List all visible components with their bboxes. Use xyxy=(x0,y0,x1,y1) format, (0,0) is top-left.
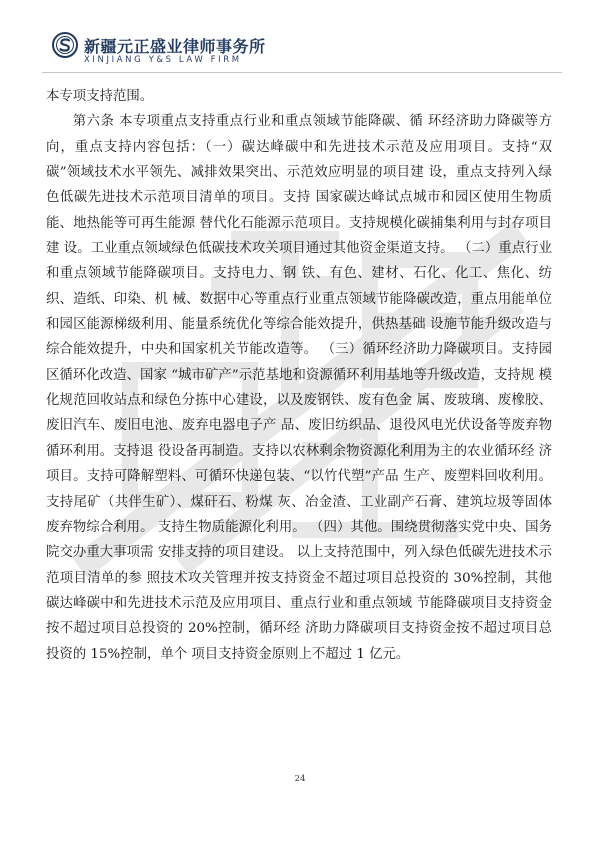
paragraph: 第六条 本专项重点支持重点行业和重点领域节能降碳、循 环经济助力降碳等方向，重点支持内容包括：（一）碳达峰碳中和先进技术示范及应用项目。支持“双 碳”领域技术水平领先、减排效果突出、示范效应明显的项目建 设，重点支持列入绿色低碳先进技术示范项目清单的项目。支持 国家碳达峰试点城市和园区使用生物质能、地热能等可再生能源 替代化石能源示范项目。支持规模化碳捕集利用与封存项目建 设。工业重点领域绿色低碳技术攻关项目通过其他资金渠道支持。 （二）重点行业和重点领域节能降碳项目。支持电力、钢 铁、有色、建材、石化、化工、焦化、纺织、造纸、印染、机 械、数据中心等重点行业重点领域节能降碳改造，重点用能单位 和园区能源梯级利用、能量系统优化等综合能效提升，供热基础 设施节能升级改造与综合能效提升，中央和国家机关节能改造等。 （三）循环经济助力降碳项目。支持园区循环化改造、国家 “城市矿产”示范基地和资源循环利用基地等升级改造，支持规 模化规范回收站点和绿色分拣中心建设，以及废钢铁、废有色金 属、废玻璃、废橡胶、废旧汽车、废旧电池、废弃电器电子产 品、废旧纺织品、退役风电光伏设备等废弃物循环利用。支持退 役设备再制造。支持以农林剩余物资源化利用为主的农业循环经 济项目。支持可降解塑料、可循环快递包装、“以竹代塑”产品 生产、废塑料回收利用。支持尾矿（共伴生矿）、煤矸石、粉煤 灰、冶金渣、工业副产石膏、建筑垃圾等固体废弃物综合利用。 支持生物质能源化利用。 （四）其他。围绕贯彻落实党中央、国务院交办重大事项需 安排支持的项目建设。 以上支持范围中，列入绿色低碳先进技术示范项目清单的参 照技术攻关管理并按支持资金不超过项目总投资的 30%控制，其他碳达峰碳中和先进技术示范及应用项目、重点行业和重点领域 节能降碳项目支持资金按不超过项目总投资的 20%控制，循环经 济助力降碳项目支持资金按不超过项目总投资的 15%控制，单个 项目支持资金原则上不超过 1 亿元。 xyxy=(46,114,552,662)
page-number: 24 xyxy=(294,774,306,784)
firm-name-cn: 新疆元正盛业律师事务所 xyxy=(84,37,266,56)
page-header xyxy=(42,28,562,74)
paragraph: 本专项支持范围。 xyxy=(46,89,154,104)
firm-name-en: XINJIANG Y&S LAW FIRM xyxy=(84,55,242,65)
header-divider xyxy=(42,72,562,73)
firm-logo-icon xyxy=(52,32,78,58)
document-body xyxy=(46,84,552,667)
